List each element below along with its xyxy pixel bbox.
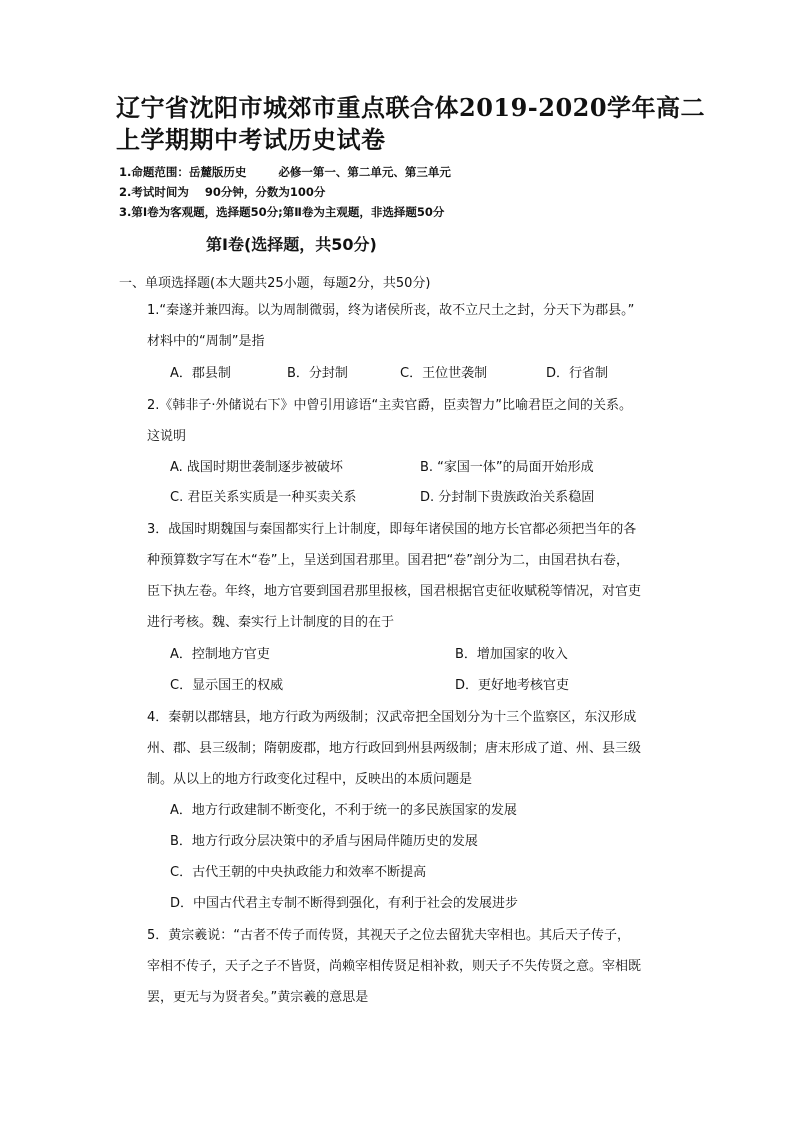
question-2-option-a: A. 战国时期世袭制逐步被破坏 — [170, 460, 343, 475]
question-1-stem-cont: 材料中的“周制”是指 — [147, 334, 265, 349]
question-1-option-a: A．郡县制 — [170, 366, 231, 381]
question-4-stem: 4．秦朝以郡辖县，地方行政为两级制；汉武帝把全国划分为十三个监察区，东汉形成 — [147, 710, 637, 725]
question-2-option-d: D. 分封制下贵族政治关系稳固 — [420, 490, 595, 505]
question-4-option-c: C．古代王朝的中央执政能力和效率不断提高 — [170, 865, 427, 880]
question-2-option-c: C. 君臣关系实质是一种买卖关系 — [170, 490, 357, 505]
question-4-stem-cont-2: 制。从以上的地方行政变化过程中，反映出的本质问题是 — [147, 772, 473, 787]
question-3-option-b: B．增加国家的收入 — [455, 647, 568, 662]
question-3-option-c: C．显示国王的权威 — [170, 678, 284, 693]
question-3-stem-cont-3: 进行考核。魏、秦实行上计制度的目的在于 — [147, 615, 395, 630]
question-3-stem-cont-1: 种预算数字写在木“卷”上，呈送到国君那里。国君把“卷”剖分为二，由国君执右卷， — [147, 553, 629, 568]
title-line-1: 辽宁省沈阳市城郊市重点联合体2019-2020学年高二 — [116, 93, 706, 122]
question-4-stem-cont-1: 州、郡、县三级制；隋朝废郡，地方行政回到州县两级制；唐末形成了道、州、县三级 — [147, 741, 642, 756]
question-2-stem-cont: 这说明 — [147, 429, 187, 444]
title-line-2: 上学期期中考试历史试卷 — [116, 125, 386, 154]
question-1-option-b: B．分封制 — [287, 366, 348, 381]
section-title: 第Ⅰ卷(选择题，共50分) — [206, 235, 377, 254]
question-5-stem-cont-1: 宰相不传子，天子之子不皆贤，尚赖宰相传贤足相补救，则天子不失传贤之意。宰相既 — [147, 959, 642, 974]
part-heading: 一、单项选择题(本大题共25小题，每题2分，共50分) — [119, 276, 431, 291]
question-5-stem-cont-2: 罢，更无与为贤者矣。”黄宗羲的意思是 — [147, 990, 369, 1005]
question-3-option-a: A．控制地方官吏 — [170, 647, 270, 662]
question-4-option-d: D．中国古代君主专制不断得到强化，有利于社会的发展进步 — [170, 896, 519, 911]
exam-title — [116, 92, 716, 156]
question-1-stem: 1.“秦遂并兼四海。以为周制微弱，终为诸侯所丧，故不立尺土之封，分天下为郡县。” — [147, 303, 635, 318]
question-4-option-a: A．地方行政建制不断变化，不利于统一的多民族国家的发展 — [170, 803, 517, 818]
question-4-option-b: B．地方行政分层决策中的矛盾与困局伴随历史的发展 — [170, 834, 478, 849]
meta-time: 2.考试时间为 90分钟，分数为100分 — [119, 185, 326, 199]
question-3-stem-cont-2: 臣下执左卷。年终，地方官要到国君那里报核，国君根据官吏征收赋税等情况，对官吏 — [147, 584, 642, 599]
meta-parts: 3.第Ⅰ卷为客观题，选择题50分;第Ⅱ卷为主观题，非选择题50分 — [119, 205, 445, 219]
meta-scope: 1.命题范围：岳麓版历史 必修一第一、第二单元、第三单元 — [119, 165, 451, 179]
question-1-option-c: C．王位世袭制 — [400, 366, 488, 381]
question-2-option-b: B. “家国一体”的局面开始形成 — [420, 460, 594, 475]
question-2-stem: 2.《韩非子·外储说右下》中曾引用谚语“主卖官爵，臣卖智力”比喻君臣之间的关系。 — [147, 398, 633, 413]
question-3-option-d: D．更好地考核官吏 — [455, 678, 570, 693]
question-5-stem: 5．黄宗羲说：“古者不传子而传贤，其视天子之位去留犹夫宰相也。其后天子传子， — [147, 928, 631, 943]
question-3-stem: 3．战国时期魏国与秦国都实行上计制度，即每年诸侯国的地方长官都必须把当年的各 — [147, 522, 637, 537]
question-1-option-d: D．行省制 — [546, 366, 609, 381]
